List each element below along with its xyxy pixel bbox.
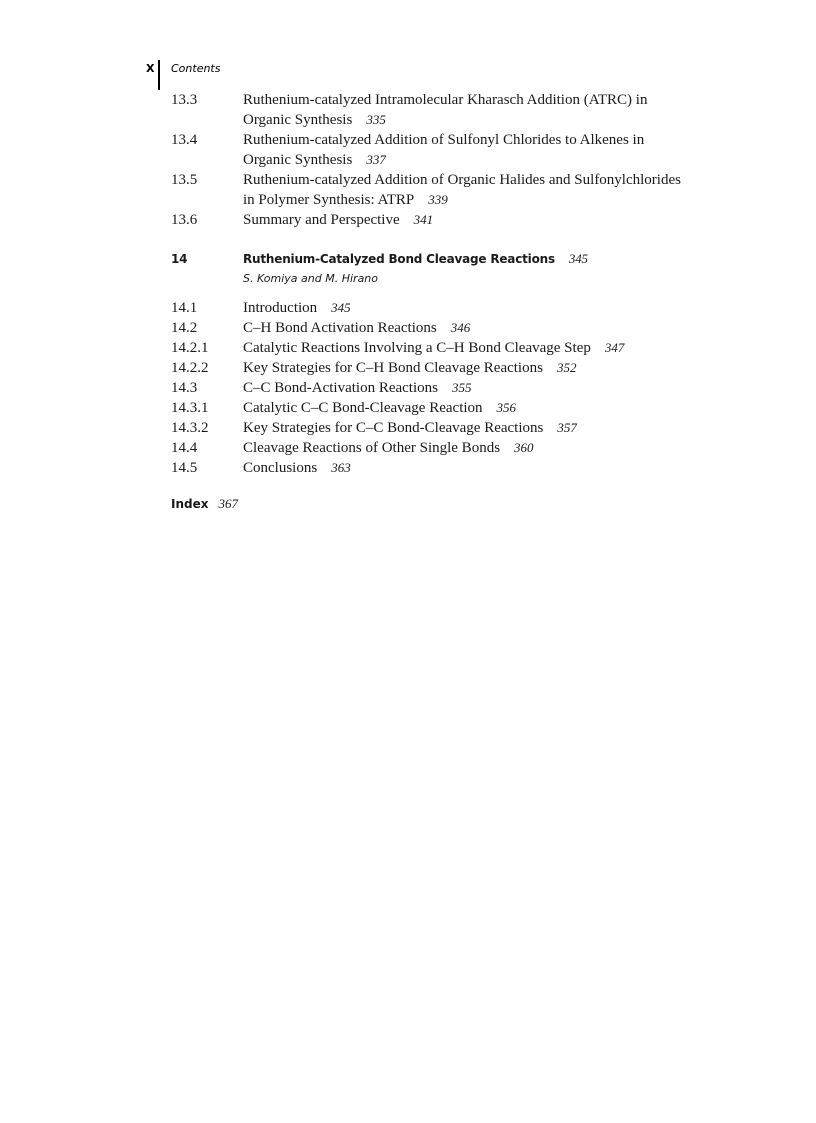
section-title: Key Strategies for C–H Bond Cleavage Reactions 352	[243, 360, 577, 376]
page-number: 360	[514, 440, 534, 455]
toc-entry-14-2-2[interactable]	[171, 358, 771, 378]
toc-entry-14-4[interactable]	[171, 438, 771, 458]
section-number: 14.2.2	[171, 360, 209, 376]
toc-entry-14-5[interactable]	[171, 458, 771, 478]
section-title: C–C Bond-Activation Reactions 355	[243, 380, 472, 396]
chapter-number: 14	[171, 252, 188, 266]
page-number: 356	[496, 400, 517, 415]
section-number: 13.3	[171, 92, 198, 108]
section-title: Catalytic Reactions Involving a C–H Bond Cleavage Step 347	[243, 340, 625, 356]
section-number: 13.6	[171, 212, 198, 228]
page-number: 367	[218, 496, 238, 511]
page-number: 352	[556, 360, 577, 375]
page-number: 357	[557, 420, 577, 435]
section-title: Key Strategies for C–C Bond-Cleavage Reactions 357	[243, 420, 577, 436]
index-label: Index	[171, 497, 209, 511]
page-number: 363	[331, 460, 351, 475]
toc-entry-13-5[interactable]	[171, 170, 771, 210]
section-title: Conclusions 363	[243, 460, 351, 476]
toc-entry-13-4[interactable]	[171, 130, 771, 170]
page-number: 345	[568, 251, 588, 266]
page-number: 335	[366, 112, 386, 127]
page-number: 347	[604, 340, 625, 355]
section-number: 13.4	[171, 132, 198, 148]
section-title: Cleavage Reactions of Other Single Bonds 360	[243, 440, 534, 456]
section-title: Ruthenium-catalyzed Addition of Organic Halides and Sulfonylchlorides in Polymer Synthesis: ATRP 339	[243, 172, 681, 208]
section-number: 14.2.1	[171, 340, 209, 356]
page-number: 355	[451, 380, 472, 395]
section-number: 14.4	[171, 440, 198, 456]
toc-entry-14-2-1[interactable]	[171, 338, 771, 358]
section-number: 14.1	[171, 300, 198, 316]
section-title: Introduction 345	[243, 300, 351, 316]
chapter-authors: S. Komiya and M. Hirano	[243, 272, 379, 285]
page-number: 339	[428, 192, 448, 207]
running-head-rule	[158, 60, 160, 90]
section-number: 14.5	[171, 460, 198, 476]
toc-entry-14-3[interactable]	[171, 378, 771, 398]
toc-index-entry[interactable]	[171, 494, 771, 514]
toc-entry-13-6[interactable]	[171, 210, 771, 230]
toc-entry-14-2[interactable]	[171, 318, 771, 338]
section-number: 14.3	[171, 380, 198, 396]
page-folio: X	[146, 62, 155, 75]
toc-entry-14-3-1[interactable]	[171, 398, 771, 418]
section-title: C–H Bond Activation Reactions 346	[243, 320, 471, 336]
spacer	[171, 289, 771, 298]
section-number: 14.3.2	[171, 420, 209, 436]
section-title: Catalytic C–C Bond-Cleavage Reaction 356	[243, 400, 517, 416]
section-title: Ruthenium-catalyzed Intramolecular Kharasch Addition (ATRC) in Organic Synthesis 335	[243, 92, 648, 128]
section-title: Summary and Perspective 341	[243, 212, 434, 228]
section-title: Ruthenium-catalyzed Addition of Sulfonyl Chlorides to Alkenes in Organic Synthesis 337	[243, 132, 645, 168]
running-head-label: Contents	[171, 62, 221, 75]
toc-entry-14-1[interactable]	[171, 298, 771, 318]
toc-chapter-14[interactable]	[171, 249, 771, 269]
page-number: 345	[331, 300, 351, 315]
chapter-title: Ruthenium-Catalyzed Bond Cleavage Reactions 345	[243, 251, 588, 266]
page-number: 346	[450, 320, 471, 335]
section-number: 13.5	[171, 172, 198, 188]
page-number: 341	[413, 212, 434, 227]
table-of-contents	[171, 90, 771, 514]
section-number: 14.2	[171, 320, 198, 336]
toc-entry-13-3[interactable]	[171, 90, 771, 130]
toc-entry-14-3-2[interactable]	[171, 418, 771, 438]
section-number: 14.3.1	[171, 400, 209, 416]
page-number: 337	[366, 152, 386, 167]
